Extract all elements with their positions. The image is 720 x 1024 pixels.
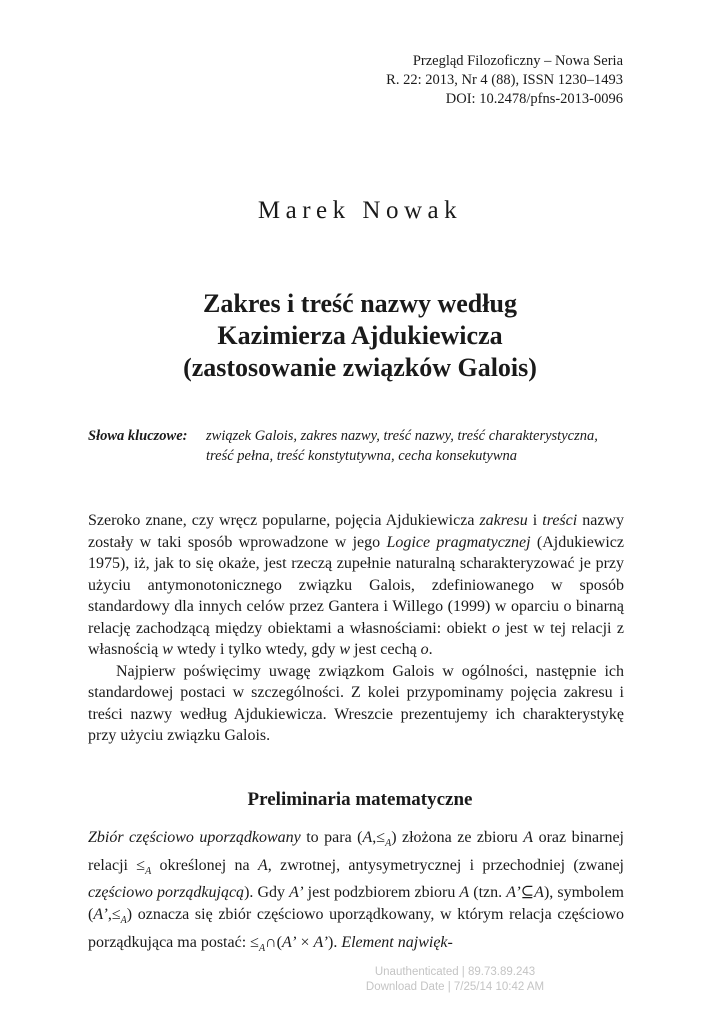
paragraph-1 (88, 510, 624, 661)
title-line-3: (zastosowanie związków Galois) (183, 353, 537, 382)
text-span: Szeroko znane, czy wręcz popularne, pojęcia Ajdukiewicza (88, 512, 480, 529)
var-a-prime: A’ (281, 933, 297, 951)
text-span: jest podzbiorem zbioru (303, 884, 460, 902)
var-a: A (362, 829, 373, 846)
keywords (88, 426, 628, 466)
term-greatest: Element najwięk- (341, 933, 453, 951)
var-a-prime: A’ (506, 884, 521, 902)
text-span: , zwrotnej, antysymetrycznej i przechodniej (zwanej (267, 856, 624, 874)
text-span: ∩( (265, 933, 282, 951)
journal-header (386, 52, 623, 109)
var-o: o (420, 641, 429, 658)
watermark-line-2: Download Date | 7/25/14 10:42 AM (365, 981, 545, 993)
var-a: A (257, 856, 268, 874)
var-w: w (162, 641, 173, 658)
text-span: × (296, 933, 314, 951)
text-span: ,≤ (372, 829, 386, 846)
author-name: Marek Nowak (257, 197, 463, 224)
text-span: (tzn. (469, 884, 507, 902)
var-a: A (534, 884, 544, 902)
text-span: ,≤ (107, 905, 121, 923)
text-span: jest cechą (350, 641, 421, 658)
text-span: wtedy i tylko wtedy, gdy (172, 641, 340, 658)
text-span: i (527, 512, 543, 529)
var-o: o (492, 619, 501, 637)
var-a-prime: A’ (289, 884, 304, 902)
text-span: określonej na (151, 856, 258, 874)
text-span: oraz binarnej relacji ≤ (88, 829, 625, 874)
var-a-prime: A’ (313, 933, 328, 951)
journal-volume: R. 22: 2013, Nr 4 (88), ISSN 1230–1493 (386, 72, 623, 88)
var-w: w (339, 641, 351, 658)
text-span: . (428, 641, 433, 658)
title-line-2: Kazimierza Ajdukiewicza (217, 321, 503, 350)
text-span: ). (328, 933, 342, 951)
journal-doi: DOI: 10.2478/pfns-2013-0096 (445, 91, 623, 107)
section-text (88, 827, 624, 959)
keywords-text: związek Galois, zakres nazwy, treść nazwy, treść charakterystyczna, treść pełna, treść konstytutywna, cecha konsekutywna (206, 428, 598, 464)
subscript-a: A (385, 838, 392, 850)
text-span: jest w tej relacji z własnością (88, 619, 624, 658)
paragraph-3 (88, 827, 624, 959)
subscript-a: A (120, 915, 127, 927)
text-span: ) złożona ze zbioru (391, 829, 524, 846)
article-title (0, 288, 720, 384)
watermark-line-1: Unauthenticated | 89.73.89.243 (374, 966, 536, 978)
subscript-a: A (258, 942, 266, 954)
paragraph-2: Najpierw poświęcimy uwagę związkom Galois w ogólności, następnie ich standardowej postaci w szczególności. Z kolei przypominamy pojęcia zakresu i treści nazwy według Ajdukiewicza. Wreszcie prezentujemy ich charakterystykę przy użyciu związku Galois. (88, 662, 624, 744)
book-title: Logice pragmatycznej (386, 533, 531, 551)
text-span: nazwy zostały w taki sposób wprowadzone w jego (88, 512, 624, 551)
term-tresc: treści (542, 512, 578, 529)
term-poset: Zbiór częściowo uporządkowany (88, 829, 301, 846)
download-watermark (350, 965, 560, 995)
subscript-a: A (145, 865, 152, 877)
text-span: ), symbolem ( (88, 884, 625, 923)
var-a: A (459, 884, 470, 902)
title-line-1: Zakres i treść nazwy według (203, 289, 517, 318)
term-order: częściowo porządkującą (88, 884, 245, 902)
text-span: ) oznacza się zbiór częściowo uporządkowany, w którym relacja częściowo porządkująca ma postać: ≤ (88, 905, 624, 951)
intro-text (88, 510, 624, 747)
text-span: to para ( (300, 829, 363, 846)
term-zakres: zakresu (479, 512, 528, 529)
subset-symbol: ⊆ (520, 884, 535, 902)
var-a: A (523, 829, 534, 846)
journal-name: Przegląd Filozoficzny – Nowa Seria (412, 53, 623, 69)
var-a-prime: A’ (93, 905, 108, 923)
keywords-label: Słowa kluczowe: (88, 428, 188, 444)
text-span: ). Gdy (244, 884, 290, 902)
text-span: (Ajdukiewicz 1975), iż, jak to się okaże, jest rzeczą zupełnie naturalną scharakteryzować je przy użyciu antymonotonicznego związku Galois, zdefiniowanego w sposób standardowy dla innych celów przez Gantera i Willego (1999) w oparciu o binarną relację zachodzącą między obiektami a własnościami: obiekt (88, 533, 625, 637)
section-heading: Preliminaria matematyczne (247, 789, 473, 810)
